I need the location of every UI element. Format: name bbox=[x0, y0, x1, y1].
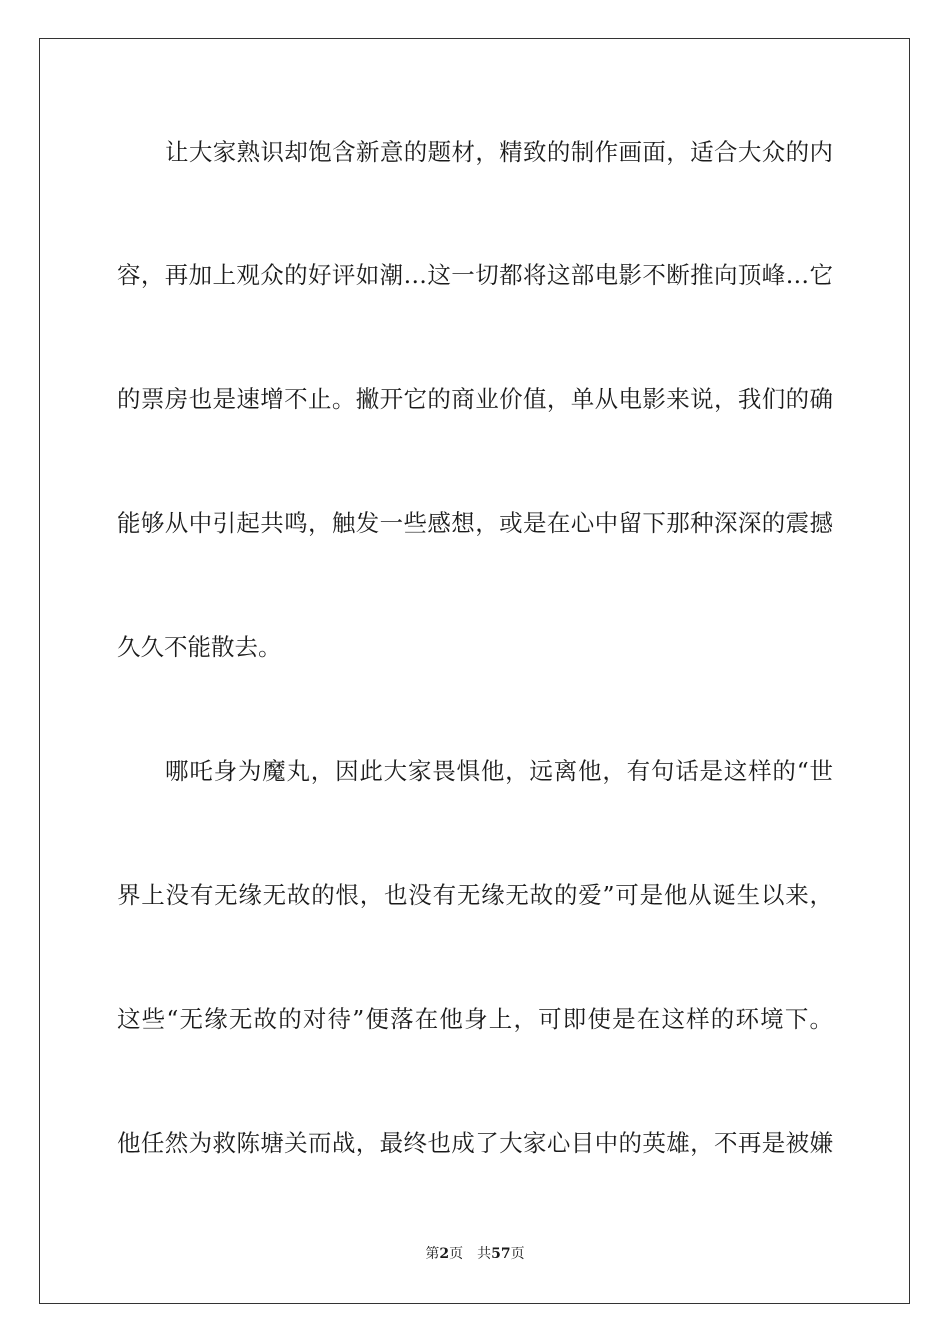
paragraph-2-line-2: 界上没有无缘无故的恨，也没有无缘无故的爱”可是他从诞生以来， bbox=[117, 881, 833, 909]
paragraph-1-line-1: 让大家熟识却饱含新意的题材，精致的制作画面，适合大众的内 bbox=[165, 138, 833, 166]
page-number: 2 bbox=[439, 1246, 450, 1262]
total-prefix: 共 bbox=[477, 1246, 492, 1262]
paragraph-2-line-3: 这些“无缘无故的对待”便落在他身上，可即使是在这样的环境下。 bbox=[117, 1005, 833, 1033]
paragraph-2-line-4: 他任然为救陈塘关而战，最终也成了大家心目中的英雄，不再是被嫌 bbox=[117, 1129, 833, 1157]
page-border bbox=[39, 38, 910, 1304]
page-footer bbox=[0, 1245, 950, 1263]
paragraph-1-line-3: 的票房也是速增不止。撇开它的商业价值，单从电影来说，我们的确 bbox=[117, 385, 833, 413]
total-suffix: 页 bbox=[510, 1246, 525, 1262]
paragraph-1-line-4: 能够从中引起共鸣，触发一些感想，或是在心中留下那种深深的震撼 bbox=[117, 509, 833, 537]
page-suffix: 页 bbox=[449, 1246, 464, 1262]
total-pages: 57 bbox=[491, 1246, 511, 1262]
paragraph-2-line-1: 哪吒身为魔丸，因此大家畏惧他，远离他，有句话是这样的“世 bbox=[165, 757, 833, 785]
paragraph-1-line-5: 久久不能散去。 bbox=[117, 633, 282, 661]
page-prefix: 第 bbox=[425, 1246, 440, 1262]
paragraph-1-line-2: 容，再加上观众的好评如潮…这一切都将这部电影不断推向顶峰…它 bbox=[117, 261, 833, 289]
